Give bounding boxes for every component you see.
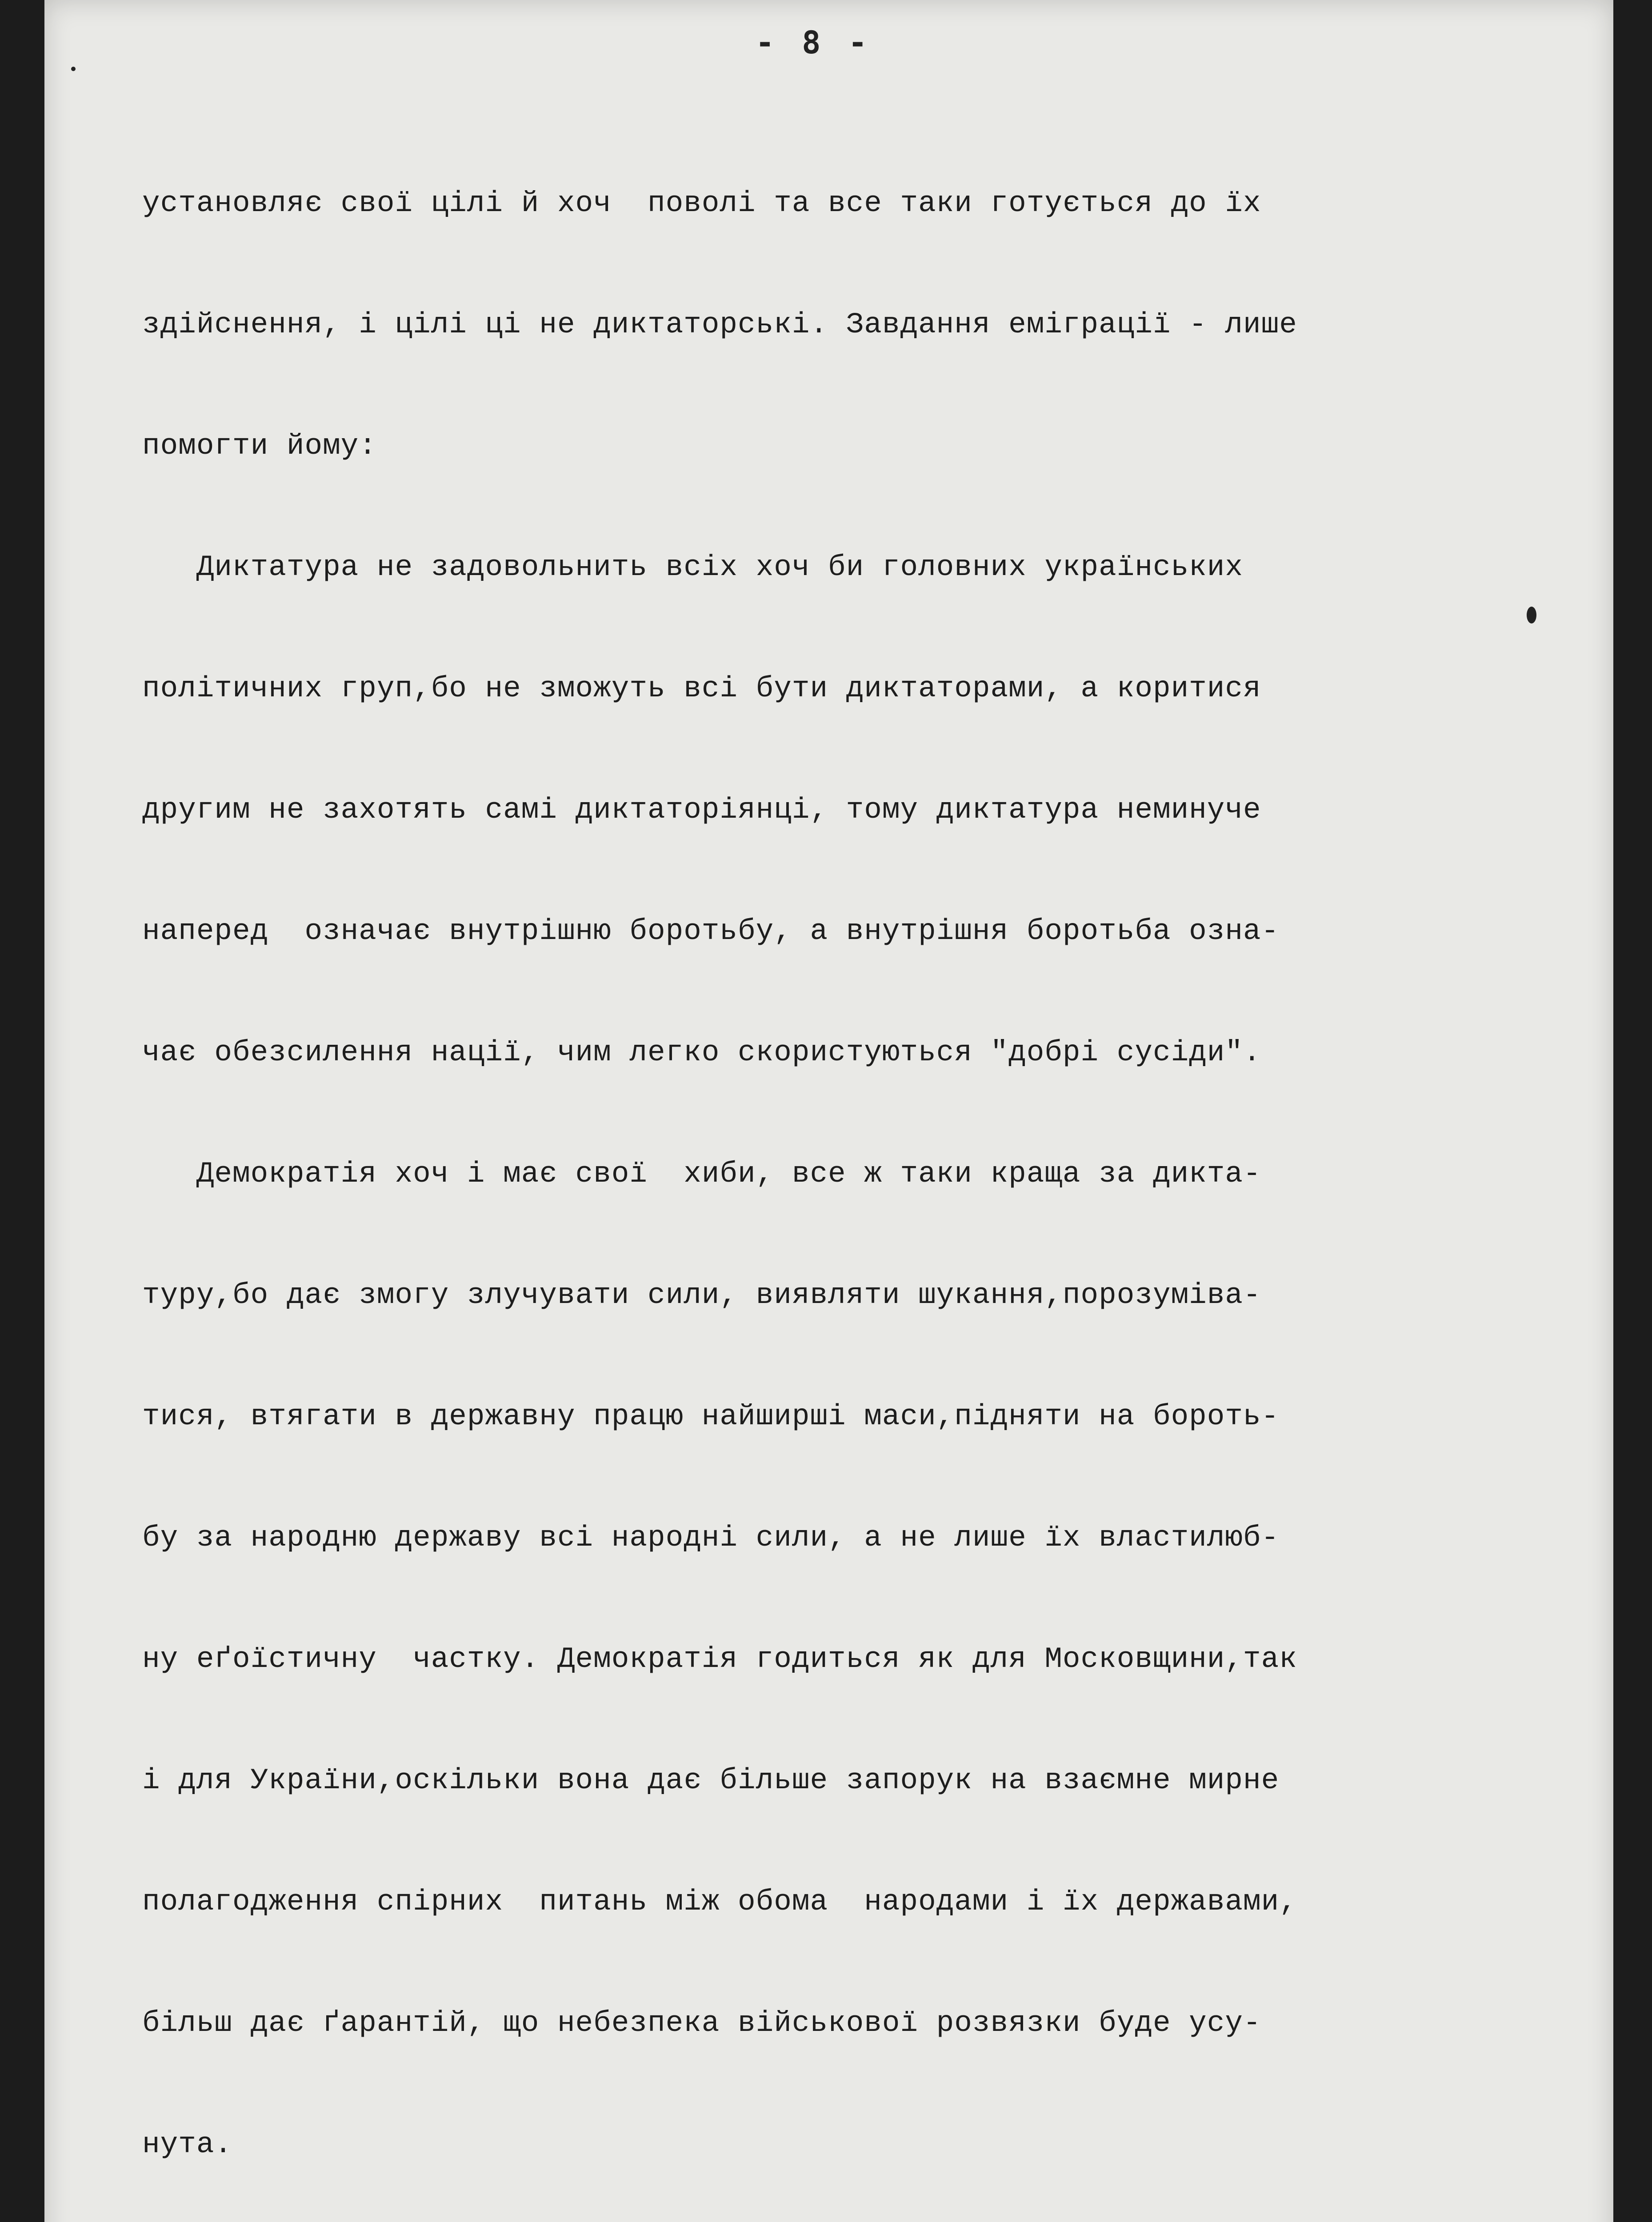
text-line: і для України,оскільки вона дає більше запорук на взаємне мирне	[142, 1764, 1280, 1797]
text-line: установляє свої цілі й хоч поволі та все таки готується до їх	[142, 187, 1261, 220]
text-line: політичних груп,бо не зможуть всі бути диктаторами, а коритися	[142, 672, 1261, 705]
text-line: другим не захотять самі диктаторіянці, тому диктатура неминуче	[142, 793, 1261, 827]
text-line: ну еґоїстичну частку. Демократія годиться як для Московщини,так	[142, 1643, 1297, 1676]
text-line: Диктатура не задовольнить всіх хоч би головних українських	[142, 551, 1243, 584]
ink-speck	[1527, 607, 1536, 623]
page-number: - 8 -	[756, 24, 872, 61]
text-line: наперед означає внутрішню боротьбу, а внутрішня боротьба озна-	[142, 915, 1280, 948]
typewritten-text	[142, 102, 1511, 2222]
text-line: чає обезсилення нації, чим легко скористуються "добрі сусіди".	[142, 1036, 1261, 1069]
text-line: помогти йому:	[142, 429, 377, 463]
text-line: нута.	[142, 2128, 233, 2161]
text-line: Демократія хоч і має свої хиби, все ж таки краща за дикта-	[142, 1157, 1261, 1191]
text-line: полагодження спірних питань між обома народами і їх державами,	[142, 1885, 1297, 1918]
text-line: більш дає ґарантій, що небезпека військової розвязки буде усу-	[142, 2006, 1261, 2040]
text-line: бу за народню державу всі народні сили, а не лише їх властилюб-	[142, 1521, 1280, 1555]
text-line: туру,бо дає змогу злучувати сили, виявляти шукання,порозуміва-	[142, 1279, 1261, 1312]
text-line: здійснення, і цілі ці не диктаторські. Завдання еміграції - лише	[142, 308, 1297, 341]
ink-speck	[71, 67, 76, 71]
text-line: тися, втягати в державну працю найширші маси,підняти на бороть-	[142, 1400, 1280, 1433]
